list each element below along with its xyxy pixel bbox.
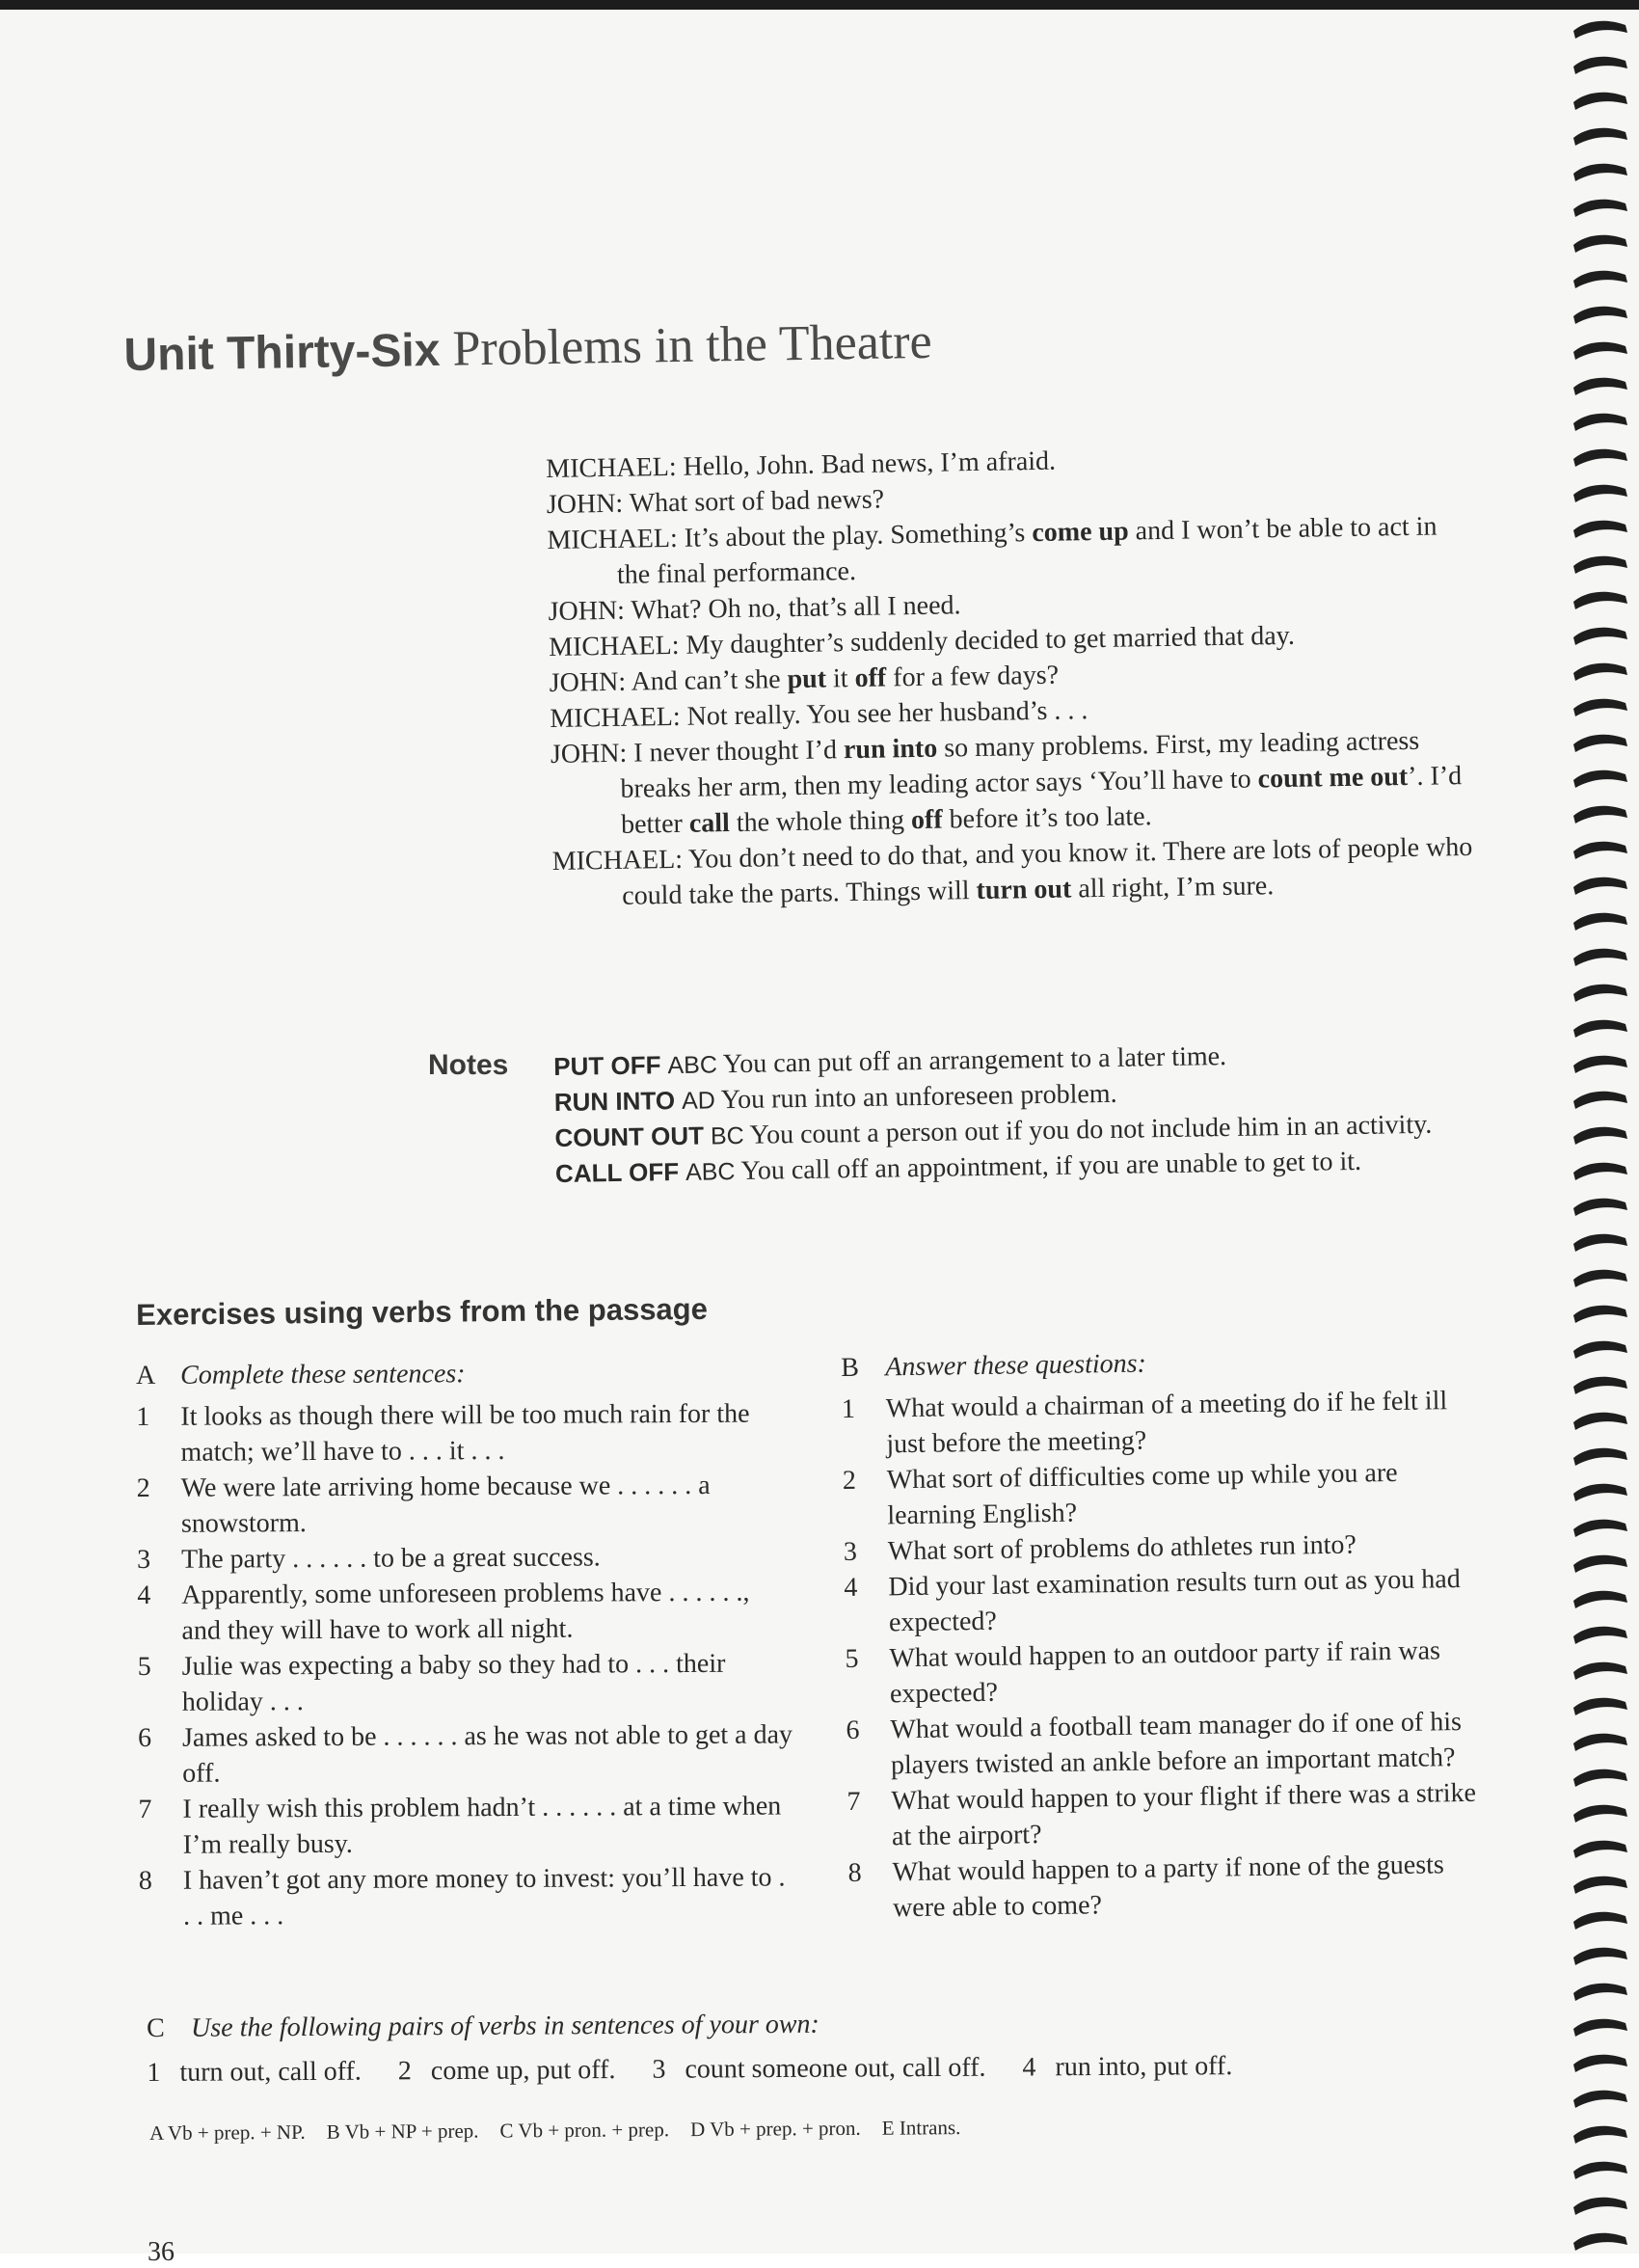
item-text: Apparently, some unforeseen problems have . . . . . ., and they will have to work all night. <box>181 1577 750 1646</box>
spiral-coil-loop <box>1573 521 1627 538</box>
exercise-a-item <box>139 1859 794 1934</box>
spiral-coil-loop <box>1573 556 1627 574</box>
spiral-coil-loop <box>1573 663 1627 681</box>
notes-label: Notes <box>428 1049 509 1081</box>
spiral-coil-loop <box>1573 485 1627 502</box>
spiral-coil-loop <box>1573 57 1627 74</box>
item-number: 1 <box>147 2057 161 2088</box>
note-term: RUN INTO <box>553 1086 676 1117</box>
item-text: What would happen to your flight if there was a strike at the airport? <box>891 1777 1477 1852</box>
exercise-a-item <box>137 1467 793 1542</box>
item-text: What sort of problems do athletes run into? <box>887 1529 1357 1567</box>
item-text: Did your last examination results turn out as you had expected? <box>888 1564 1461 1638</box>
spiral-coil-loop <box>1573 1520 1627 1537</box>
exercise-b-heading <box>841 1341 1477 1386</box>
note-text: You call off an appointment, if you are unable to get to it. <box>740 1146 1362 1186</box>
exercise-b-item <box>846 1704 1483 1784</box>
exercise-b-item <box>845 1633 1482 1713</box>
item-number: 2 <box>136 1472 150 1503</box>
exercise-c-item <box>652 2049 985 2090</box>
dialogue-text: Not really. You see her husband’s . . . <box>686 695 1088 732</box>
spiral-coil-loop <box>1573 1306 1627 1323</box>
spiral-coil-loop <box>1573 592 1627 609</box>
exercise-a-item <box>137 1538 793 1578</box>
spiral-coil-loop <box>1573 699 1627 716</box>
spiral-coil-loop <box>1573 1020 1627 1038</box>
exercise-b-instruction: Answer these questions: <box>885 1348 1147 1383</box>
spiral-coil-loop <box>1573 1912 1627 1930</box>
spiral-coil-loop <box>1573 1413 1627 1430</box>
notes-list <box>553 1035 1462 1192</box>
spiral-coil-loop <box>1573 1448 1627 1466</box>
spiral-coil-loop <box>1573 1163 1627 1180</box>
spiral-coil-loop <box>1573 1484 1627 1501</box>
note-term: PUT OFF <box>553 1050 661 1081</box>
exercise-b-letter: B <box>841 1352 860 1383</box>
item-text: come up, put off. <box>430 2055 616 2087</box>
item-number: 3 <box>843 1536 858 1567</box>
item-text: What would happen to an outdoor party if rain was expected? <box>889 1635 1441 1710</box>
spiral-coil-loop <box>1573 2055 1627 2072</box>
item-text: What would a chairman of a meeting do if he felt ill just before the meeting? <box>885 1386 1448 1460</box>
exercise-c <box>147 2002 1487 2092</box>
spiral-coil-loop <box>1573 2091 1627 2108</box>
spiral-coil-loop <box>1573 985 1627 1002</box>
spiral-coil-loop <box>1573 1662 1627 1680</box>
dialogue-text: And can’t she <box>631 664 788 697</box>
spiral-coil-loop <box>1573 1377 1627 1394</box>
exercise-c-item <box>147 2053 362 2092</box>
item-text: I haven’t got any more money to invest: you’ll have to . . . me . . . <box>182 1862 786 1931</box>
speaker-name: MICHAEL: <box>547 523 679 555</box>
spiral-coil-loop <box>1573 913 1627 931</box>
spiral-coil-loop <box>1573 271 1627 288</box>
exercise-b-item <box>847 1847 1485 1927</box>
dialogue-text: Hello, John. Bad news, I’m afraid. <box>683 446 1057 482</box>
spiral-coil-loop <box>1573 1841 1627 1858</box>
item-text: It looks as though there will be too much rain for the match; we’ll have to . . . it . . . <box>180 1398 750 1468</box>
dialogue-line <box>551 722 1478 844</box>
spiral-coil-loop <box>1573 164 1627 181</box>
spiral-coil-loop <box>1573 21 1627 39</box>
spiral-coil-loop <box>1573 200 1627 217</box>
spiral-coil-loop <box>1573 949 1627 966</box>
speaker-name: MICHAEL: <box>546 451 677 484</box>
spiral-coil-loop <box>1573 735 1627 752</box>
dialogue-text: It’s about the play. Something’s <box>684 518 1033 554</box>
spiral-coil-loop <box>1573 378 1627 395</box>
dialogue-line <box>551 829 1478 915</box>
spiral-coil-loop <box>1573 1341 1627 1359</box>
exercise-b <box>841 1341 1485 1927</box>
spiral-coil-loop <box>1573 1270 1627 1287</box>
exercise-a-item <box>138 1645 793 1720</box>
phrasal-verb: call <box>688 808 731 839</box>
spiral-coil-loop <box>1573 2019 1627 2037</box>
item-text: Julie was expecting a baby so they had to . . . their holiday . . . <box>181 1648 726 1717</box>
dialogue-text: for a few days? <box>885 660 1060 693</box>
dialogue-text: My daughter’s suddenly decided to get married that day. <box>685 620 1296 661</box>
item-number: 5 <box>845 1643 859 1674</box>
page-number: 36 <box>148 2237 175 2267</box>
spiral-coil-loop <box>1573 1199 1627 1216</box>
note-term: CALL OFF <box>554 1156 680 1188</box>
item-number: 3 <box>652 2054 666 2085</box>
exercise-a-item <box>138 1788 793 1863</box>
item-number: 8 <box>847 1857 862 1888</box>
page-top-edge <box>0 0 1639 10</box>
exercise-a-letter: A <box>136 1360 156 1390</box>
item-number: 4 <box>1022 2052 1036 2083</box>
spiral-coil-loop <box>1573 806 1627 824</box>
speaker-name: JOHN: <box>548 595 626 627</box>
spiral-coil-loop <box>1573 770 1627 788</box>
spiral-coil-loop <box>1573 1876 1627 1894</box>
spiral-coil-loop <box>1573 1984 1627 2001</box>
item-text: What would happen to a party if none of the guests were able to come? <box>892 1850 1445 1924</box>
exercise-c-list <box>147 2046 1487 2092</box>
spiral-coil-loop <box>1573 307 1627 324</box>
item-number: 7 <box>138 1794 152 1824</box>
dialogue-text: before it’s too late. <box>942 801 1152 835</box>
spiral-coil-loop <box>1573 1127 1627 1145</box>
phrasal-verb: put <box>787 663 827 695</box>
dialogue-text: You don’t need to do that, and you know it. There are lots of people who could take the parts. Things will <box>622 831 1473 911</box>
spiral-coil-loop <box>1573 2233 1627 2251</box>
item-number: 6 <box>846 1714 860 1745</box>
spiral-coil-loop <box>1573 1555 1627 1573</box>
spiral-coil-loop <box>1573 1591 1627 1608</box>
spiral-coil-loop <box>1573 1056 1627 1073</box>
exercise-a-instruction: Complete these sentences: <box>180 1359 466 1390</box>
spiral-coil-loop <box>1573 2126 1627 2144</box>
item-number: 2 <box>842 1465 857 1496</box>
phrasal-verb: off <box>910 804 943 836</box>
spiral-coil-loop <box>1573 1948 1627 1965</box>
dialogue-text: so many problems. First, my leading actress breaks her arm, then my leading actor says ‘You’ll have to <box>620 725 1420 804</box>
spiral-coil-loop <box>1573 128 1627 146</box>
exercise-c-letter: C <box>147 2012 165 2043</box>
grammar-key-item: A Vb + prep. + NP. <box>149 2120 306 2145</box>
phrasal-verb: turn out <box>976 874 1072 906</box>
exercise-a-list <box>136 1395 794 1934</box>
speaker-name: JOHN: <box>546 488 624 520</box>
item-number: 5 <box>137 1651 151 1682</box>
dialogue-text: I never thought I’d <box>633 735 845 769</box>
exercise-a-item <box>136 1395 792 1471</box>
exercise-c-item <box>1022 2047 1232 2087</box>
exercise-c-instruction: Use the following pairs of verbs in sentences of your own: <box>191 2009 820 2043</box>
spiral-coil-loop <box>1573 628 1627 645</box>
spiral-coil-loop <box>1573 93 1627 110</box>
dialogue <box>546 437 1478 915</box>
dialogue-text: the whole thing <box>729 805 912 839</box>
unit-title-text: Problems in the Theatre <box>451 313 933 377</box>
phrasal-verb: count me out <box>1257 761 1409 795</box>
spiral-coil-loop <box>1573 449 1627 467</box>
note-code: AD <box>681 1087 716 1115</box>
dialogue-text: What sort of bad news? <box>629 484 885 519</box>
item-text: What sort of difficulties come up while you are learning English? <box>886 1457 1398 1531</box>
grammar-key <box>149 2116 981 2146</box>
note-text: You count a person out if you do not include him in an activity. <box>749 1109 1433 1150</box>
item-number: 6 <box>137 1722 152 1753</box>
spiral-coil-loop <box>1573 414 1627 431</box>
item-number: 1 <box>136 1401 150 1432</box>
item-text: James asked to be . . . . . . as he was not able to get a day off. <box>181 1719 793 1789</box>
grammar-key-item: E Intrans. <box>881 2116 961 2140</box>
grammar-key-item: C Vb + pron. + prep. <box>499 2118 670 2143</box>
grammar-key-item: D Vb + prep. + pron. <box>689 2116 861 2142</box>
exercise-c-heading <box>147 2002 1487 2048</box>
dialogue-text: and I won’t be able to act in the final performance. <box>616 511 1437 590</box>
dialogue-text: ’. I’d better <box>620 761 1463 840</box>
note-term: COUNT OUT <box>554 1120 705 1152</box>
item-number: 8 <box>138 1865 152 1896</box>
exercise-a-item <box>138 1716 793 1792</box>
exercise-b-item <box>846 1775 1484 1855</box>
exercise-b-item <box>843 1454 1480 1534</box>
note-code: ABC <box>685 1158 736 1186</box>
spiral-coil-loop <box>1573 1627 1627 1644</box>
speaker-name: JOHN: <box>549 666 627 698</box>
spiral-coil-loop <box>1573 842 1627 859</box>
exercise-b-list <box>842 1383 1486 1927</box>
speaker-name: MICHAEL: <box>551 844 684 877</box>
item-number: 4 <box>137 1580 151 1610</box>
note-code: ABC <box>667 1051 718 1080</box>
phrasal-verb: run into <box>843 733 938 766</box>
exercise-b-item <box>844 1561 1481 1641</box>
spiral-coil-loop <box>1573 1805 1627 1822</box>
item-text: count someone out, call off. <box>685 2052 986 2085</box>
note-code: BC <box>710 1121 744 1150</box>
speaker-name: JOHN: <box>550 738 628 770</box>
unit-number: Unit Thirty-Six <box>123 324 441 381</box>
grammar-key-item: B Vb + NP + prep. <box>326 2119 479 2144</box>
spiral-coil-loop <box>1573 1092 1627 1109</box>
item-text: run into, put off. <box>1055 2051 1233 2083</box>
spiral-coil-loop <box>1573 2162 1627 2179</box>
unit-title <box>123 313 932 383</box>
item-text: What would a football team manager do if one of his players twisted an ankle before an important match? <box>890 1707 1463 1781</box>
item-text: turn out, call off. <box>179 2056 362 2088</box>
item-number: 4 <box>844 1572 858 1603</box>
spiral-coil-loop <box>1573 342 1627 360</box>
speaker-name: MICHAEL: <box>548 630 680 662</box>
spiral-coil-loop <box>1573 1698 1627 1715</box>
exercise-b-item <box>842 1383 1479 1463</box>
phrasal-verb: off <box>854 662 887 693</box>
dialogue-text: What? Oh no, that’s all I need. <box>631 590 961 626</box>
spiral-coil-loop <box>1573 1734 1627 1751</box>
item-text: I really wish this problem hadn’t . . . . . . at a time when I’m really busy. <box>182 1791 782 1860</box>
spiral-coil-loop <box>1573 235 1627 253</box>
dialogue-text: it <box>825 662 855 694</box>
exercise-a-item <box>137 1574 793 1649</box>
exercise-c-item <box>398 2051 616 2091</box>
note-text: You can put off an arrangement to a later time. <box>722 1041 1227 1080</box>
spiral-coil-loop <box>1573 1234 1627 1252</box>
speaker-name: MICHAEL: <box>550 701 681 734</box>
item-number: 3 <box>137 1544 151 1575</box>
phrasal-verb: come up <box>1032 516 1129 549</box>
item-number: 7 <box>846 1786 861 1817</box>
item-number: 1 <box>841 1393 856 1424</box>
item-number: 2 <box>397 2056 412 2087</box>
spiral-coil-loop <box>1573 1769 1627 1787</box>
exercise-a <box>136 1354 794 1934</box>
dialogue-text: all right, I’m sure. <box>1071 871 1275 904</box>
item-text: The party . . . . . . to be a great success. <box>181 1542 601 1575</box>
exercises-heading: Exercises using verbs from the passage <box>136 1291 709 1332</box>
spiral-binding <box>1560 10 1639 2254</box>
item-text: We were late arriving home because we . . . . . . a snowstorm. <box>180 1470 711 1539</box>
spiral-coil-loop <box>1573 878 1627 895</box>
exercise-a-heading <box>136 1354 792 1393</box>
note-text: You run into an unforeseen problem. <box>720 1078 1117 1116</box>
spiral-coil-loop <box>1573 2198 1627 2215</box>
